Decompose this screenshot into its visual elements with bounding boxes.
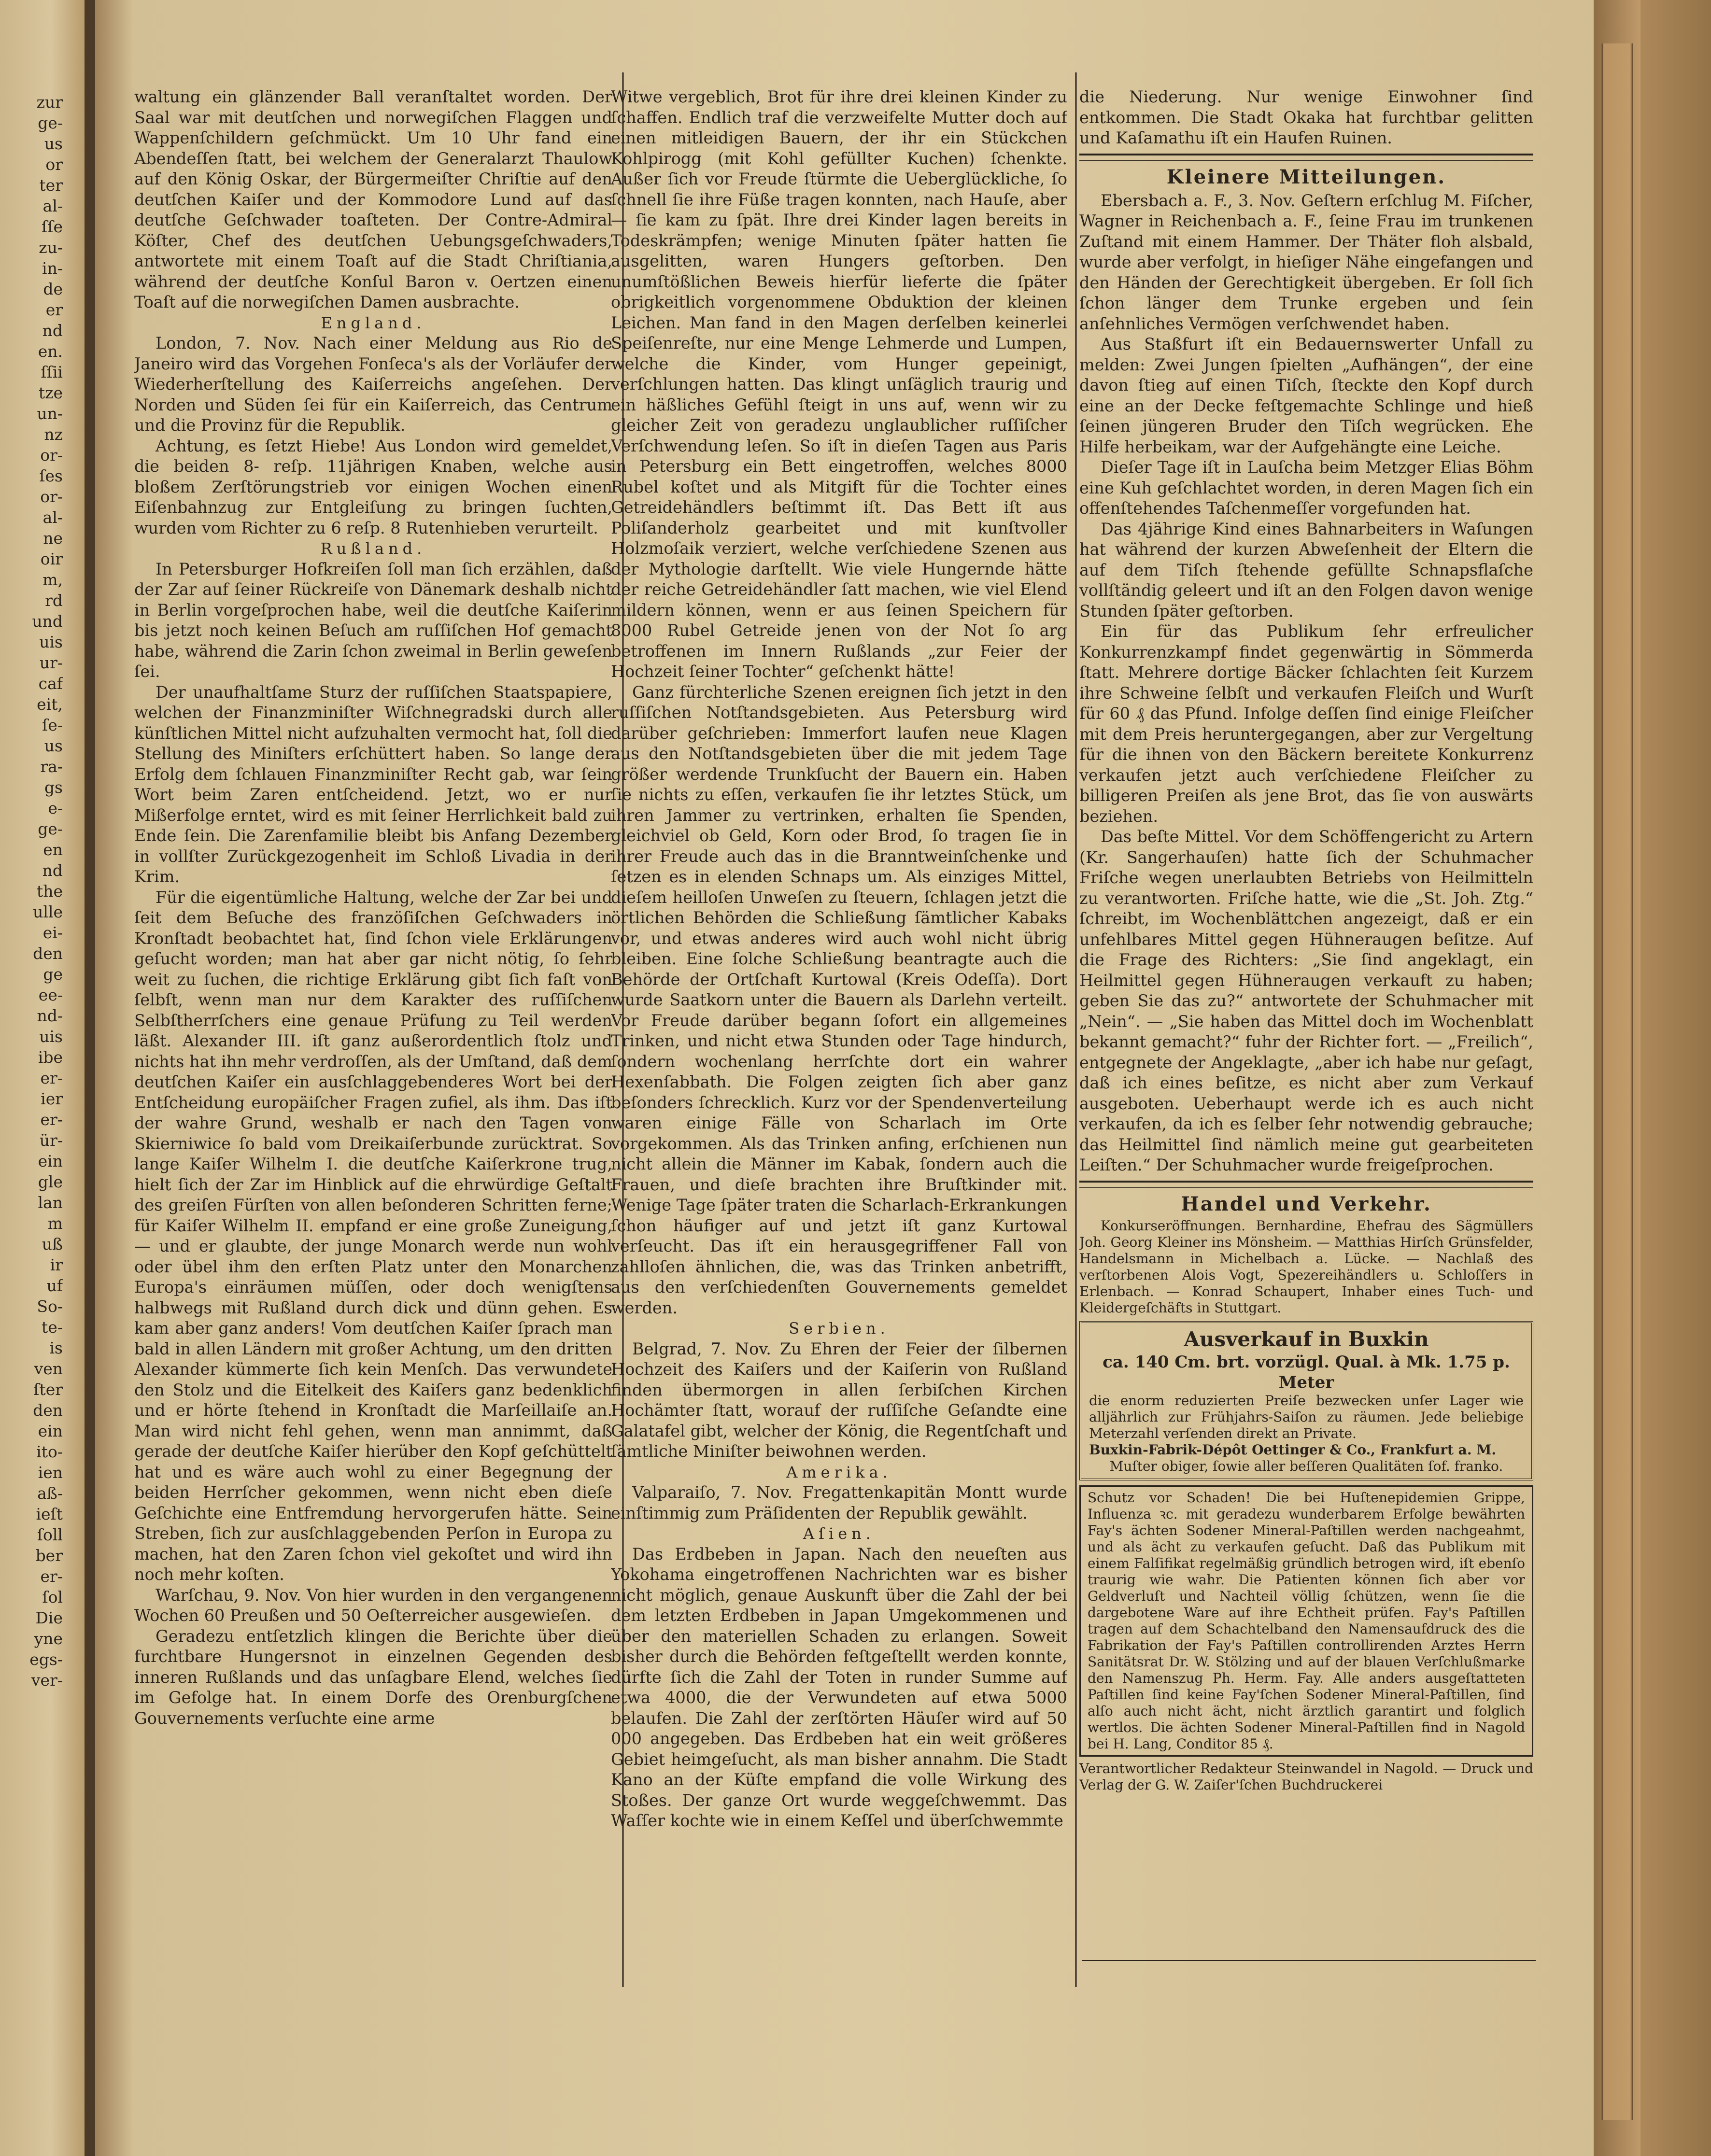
ad-price-line: ca. 140 Cm. brt. vorzügl. Qual. à Mk. 1.75 p. Meter <box>1103 1352 1510 1392</box>
edge-fragment: ge- <box>38 819 63 838</box>
article-paragraph: waltung ein glänzender Ball veranſtaltet worden. Der Saal war mit deutſchen und norwegiſchen Flaggen und Wappenſchildern geſchmückt. Um 10 Uhr fand ein Abendeſſen ſtatt, bei welchem der Generalarzt Thaulow auf den König Oskar, der Bürgermeiſter Chriſtie auf den deutſchen Kaiſer und der Kommodore Lund auf das deutſche Geſchwader toaſteten. Der Contre-Admiral Köſter, Chef des deutſchen Uebungsgeſchwaders, antwortete mit einem Toaſt auf die Stadt Chriſtiania, während der deutſche Konſul Baron v. Oertzen einen Toaſt auf die norwegiſchen Damen ausbrachte. <box>134 87 612 311</box>
edge-fragment: or- <box>40 446 63 465</box>
edge-fragment: uf <box>46 1276 63 1295</box>
edge-fragment: gle <box>38 1172 63 1191</box>
article-paragraph: Das Erdbeben in Japan. Nach den neueſten aus Yokohama eingetroffenen Nachrichten war es bisher nicht möglich, genaue Auskunft über die Zahl der bei dem letzten Erdbeben in Japan Umgekommenen und über den materiellen Schaden zu erlangen. Soweit bisher durch die Behörden feſtgeſtellt werden konnte, dürfte ſich die Zahl der Toten in runder Summe auf etwa 4000, die der Verwundeten auf etwa 5000 belaufen. Die Zahl der zerſtörten Häuſer wird auf 50 000 angegeben. Das Erdbeben hat ein weit größeres Gebiet heimgeſucht, als man bisher annahm. Die Stadt Kano an der Küſte empfand die volle Wirkung des Stoßes. Der ganze Ort wurde weggeſchwemmt. Das Waſſer kochte wie in einem Keſſel und überſchwemmte <box>611 1544 1067 1830</box>
edge-fragment: rd <box>45 591 63 610</box>
edge-fragment: Die <box>35 1608 63 1627</box>
edge-fragment: ber <box>35 1546 63 1565</box>
edge-fragment: ür- <box>39 1131 63 1150</box>
section-heading-amerika: Amerika. <box>786 1463 892 1481</box>
edge-fragment: ir <box>50 1255 63 1274</box>
edge-fragment: uß <box>42 1235 63 1254</box>
article-paragraph: Der unaufhaltſame Sturz der ruſſiſchen Staatspapiere, welchen der Finanzminiſter Wiſchnegradski durch alle künſtlichen Mittel nicht aufzuhalten vermocht hat, ſoll die Stellung des Miniſters erſchüttert haben. So lange der Erfolg dem ſchlauen Finanzminiſter Recht gab, war ſein Wort beim Zaren entſcheidend. Jetzt, wo er nur Mißerfolge erntet, wird es mit ſeiner Herrlichkeit bald zu Ende ſein. Die Zarenfamilie bleibt bis Anfang Dezember in vollſter Zurückgezogenheit im Schloß Livadia in der Krim. <box>134 682 612 886</box>
edge-fragment: eit, <box>37 695 63 714</box>
section-heading-kleinere-mitteilungen: Kleinere Mitteilungen. <box>1166 165 1446 188</box>
article-paragraph: Belgrad, 7. Nov. Zu Ehren der Feier der ſilbernen Hochzeit des Kaiſers und der Kaiſerin von Rußland finden übermorgen in allen ſerbiſchen Kirchen Hochämter ſtatt, worauf der ruſſiſche Geſandte eine Galatafel gibt, welcher der König, die Regentſchaft und ſämtliche Miniſter beiwohnen werden. <box>611 1339 1067 1461</box>
edge-fragment: ito- <box>36 1442 63 1461</box>
edge-fragment: ne <box>43 529 63 548</box>
article-paragraph: Witwe vergeblich, Brot für ihre drei kleinen Kinder zu ſchaffen. Endlich traf die verzweifelte Mutter doch auf einen mitleidigen Bauern, der ihr ein Stückchen Kohlpirogg (mit Kohl gefüllter Kuchen) ſchenkte. Außer ſich vor Freude ſtürmte die Ueberglückliche, ſo ſchnell ſie ihre Füße tragen konnten, nach Hauſe, aber — ſie kam zu ſpät. Ihre drei Kinder lagen bereits in Todeskrämpfen; wenige Minuten ſpäter hatten ſie ausgelitten, waren Hungers geſtorben. Den unumſtößlichen Beweis hierfür lieferte die ſpäter obrigkeitlich vorgenommene Obduktion der kleinen Leichen. Man fand in den Magen derſelben keinerlei Speiſenreſte, nur eine Menge Lehmerde und Lumpen, welche die Kinder, vom Hunger gepeinigt, verſchlungen hatten. Das klingt unſäglich traurig und ein häßliches Gefühl ſteigt in uns auf, wenn wir zu gleicher Zeit von geradezu unglaublicher ruſſiſcher Verſchwendung leſen. So iſt in dieſen Tagen aus Paris in Petersburg ein Bett eingetroffen, welches 8000 Rubel koſtet und als Mitgift für die Tochter eines Getreidehändlers beſtimmt iſt. Das Bett iſt aus Poliſanderholz gearbeitet und mit kunſtvoller Holzmoſaik verziert, welche verſchiedene Szenen aus der Mythologie darſtellt. Wie viele Hungernde hätte der reiche Getreidehändler ſatt machen, wie viel Elend mildern können, wenn er aus ſeinen Speichern für 8000 Rubel Getreide jenen von der Not ſo arg betroffenen im Innern Rußlands „zur Feier der Hochzeit ſeiner Tochter“ geſchenkt hätte! <box>611 87 1067 681</box>
edge-fragment: us <box>44 134 63 153</box>
article-paragraph: Ebersbach a. F., 3. Nov. Geſtern erſchlug M. Fiſcher, Wagner in Reichenbach a. F., ſeine Frau im trunkenen Zuſtand mit einem Hammer. Der Thäter floh alsbald, wurde aber verfolgt, in hieſiger Nähe eingefangen und den Händen der Gerechtigkeit übergeben. Er ſoll ſich ſchon länger dem Trunke ergeben und ſein anſehnliches Vermögen verſchwendet haben. <box>1079 191 1533 333</box>
edge-fragment: er- <box>40 1567 63 1586</box>
ad-footer: Muſter obiger, ſowie aller beſſeren Qualitäten ſof. franko. <box>1109 1458 1503 1474</box>
edge-fragment: uis <box>39 1027 63 1046</box>
edge-fragment: ein <box>38 1152 63 1170</box>
article-paragraph: Achtung, es ſetzt Hiebe! Aus London wird gemeldet, die beiden 8- reſp. 11jährigen Knaben, welche aus bloßem Zerſtörungstrieb vor einigen Wochen einen Eiſenbahnzug zur Entgleiſung zu bringen ſuchten, wurden vom Richter zu 6 reſp. 8 Rutenhieben verurteilt. <box>134 436 612 537</box>
edge-fragment: ieſt <box>36 1505 63 1523</box>
imprint: Verantwortlicher Redakteur Steinwandel in Nagold. — Druck und Verlag der G. W. Zaiſer'ſchen Buchdruckerei <box>1079 1760 1533 1793</box>
edge-fragment: in- <box>42 259 63 278</box>
edge-fragment: oir <box>40 550 63 568</box>
article-paragraph: Aus Staßfurt iſt ein Bedauernswerter Unfall zu melden: Zwei Jungen ſpielten „Aufhängen“, der eine davon ſtieg auf einen Tiſch, ſteckte den Kopf durch eine an der Decke feſtgemachte Schlinge und hieß ſeinen jüngeren Bruder den Tiſch wegrücken. Ehe Hilfe herbeikam, war der Aufgehängte eine Leiche. <box>1079 335 1533 456</box>
article-paragraph: London, 7. Nov. Nach einer Meldung aus Rio de Janeiro wird das Vorgehen Fonſeca's als der Vorläufer der Wiederherſtellung des Kaiſerreichs angeſehen. Der Norden und Süden ſei für ein Kaiſerreich, das Centrum und die Provinz für die Republik. <box>134 334 612 435</box>
edge-fragment: caf <box>38 674 63 693</box>
article-paragraph: Das 4jährige Kind eines Bahnarbeiters in Waſungen hat während der kurzen Abweſenheit der Eltern die auf dem Tiſch ſtehende gefüllte Schnapsflaſche vollſtändig geleert und iſt an den Folgen davon wenige Stunden ſpäter geſtorben. <box>1079 519 1533 620</box>
advertisement-pastillen <box>1079 1485 1533 1757</box>
edge-fragment: zu- <box>39 238 63 257</box>
edge-fragment: yne <box>34 1629 63 1648</box>
edge-fragment: ra- <box>40 757 63 776</box>
article-paragraph: Für die eigentümliche Haltung, welche der Zar bei und ſeit dem Beſuche des franzöſiſchen Geſchwaders in Kronſtadt beobachtet hat, ſind ſchon viele Erklärungen geſucht worden; man hat aber gar nicht nötig, ſo ſehr weit zu ſuchen, die richtige Erklärung gibt ſich faſt von ſelbſt, wenn man nur dem Karakter des ruſſiſchen Selbſtherrſchers eine genaue Prüfung zu Teil werden läßt. Alexander III. iſt ganz außerordentlich ſtolz und nichts hat ihn mehr verdroſſen, als der Umſtand, daß dem deutſchen Kaiſer ein ausſchlaggebenderes Wort bei der Entſcheidung europäiſcher Fragen zufiel, als ihm. Das iſt der wahre Grund, weshalb er nach den Tagen von Skierniwice ſo bald vom Dreikaiſerbunde zurücktrat. So lange Kaiſer Wilhelm I. die deutſche Kaiſerkrone trug, hielt ſich der Zar im Hinblick auf die ehrwürdige Geſtalt des greiſen Fürſten von allen beſonderen Schritten ferne; für Kaiſer Wilhelm II. empfand er eine große Zuneigung, — und er glaubte, der junge Monarch werde nun wohl oder übel ihm den erſten Platz unter den Monarchen Europa's einräumen müſſen, oder doch wenigſtens halbwegs mit Rußland durch dick und dünn gehen. Es kam aber ganz anders! Vom deutſchen Kaiſer ſprach man bald in allen Ländern mit großer Achtung, um den dritten Alexander kümmerte ſich kein Menſch. Das verwundete den Stolz und die Eitelkeit des Kaiſers ganz bedenklich und er hörte ſtehend in Kronſtadt die Marſeillaiſe an. Man wird nicht fehl gehen, wenn man annimmt, daß gerade der deutſche Kaiſer hierüber den Kopf geſchüttelt hat und es wäre auch wohl zu einer Begegnung der beiden Herrſcher gekommen, wenn nicht eben dieſe Geſchichte eine Entfremdung hervorgerufen hätte. Sein Streben, ſich zur ausſchlaggebenden Perſon in Europa zu machen, hat den Zaren ſchon viel gekoſtet und wird ihn noch mehr koſten. <box>134 888 612 1584</box>
edge-fragment: ſter <box>33 1380 63 1399</box>
edge-fragment: en. <box>38 342 63 361</box>
left-page-edge-text <box>0 92 63 2018</box>
ad-firm: Buxkin-Fabrik-Dépôt Oettinger & Co., Frankfurt a. M. <box>1089 1441 1497 1458</box>
edge-fragment: e- <box>48 799 63 817</box>
edge-fragment: de <box>43 280 63 298</box>
edge-fragment: ulle <box>33 902 63 921</box>
edge-fragment: ibe <box>38 1048 63 1067</box>
edge-fragment: ſe- <box>42 716 63 734</box>
edge-fragment: er- <box>40 1110 63 1129</box>
edge-fragment: zur <box>36 93 63 112</box>
edge-fragment: ei- <box>42 923 63 942</box>
edge-fragment: nd <box>42 321 63 340</box>
edge-fragment: ge <box>43 965 63 984</box>
edge-fragment: us <box>44 736 63 755</box>
section-heading-england: England. <box>321 313 426 332</box>
edge-fragment: ier <box>41 1089 63 1108</box>
edge-fragment: al- <box>42 508 63 527</box>
article-paragraph: Ein für das Publikum ſehr erfreulicher Konkurrenzkampf findet gegenwärtig in Sömmerda ſtatt. Mehrere dortige Bäcker ſchlachten ſeit Kurzem ihre Schweine ſelbſt und verkaufen Fleiſch und Wurſt für 60 ₰ das Pfund. Infolge deſſen ſind einige Fleiſcher mit dem Preis heruntergegangen, aber zur Vergeltung für die ihnen von den Bäckern bereitete Konkurrenz verkaufen jetzt auch verſchiedene Fleiſcher zu billigeren Preiſen als jene Brot, das ſie von auswärts beziehen. <box>1079 622 1533 826</box>
edge-fragment: gs <box>44 778 63 797</box>
edge-fragment: un- <box>37 404 63 423</box>
edge-fragment: ien <box>38 1463 63 1482</box>
article-paragraph: die Niederung. Nur wenige Einwohner ſind entkommen. Die Stadt Okaka hat furchtbar gelitten und Kaſamathu iſt ein Haufen Ruinen. <box>1079 87 1533 147</box>
article-paragraph: Warſchau, 9. Nov. Von hier wurden in den vergangenen Wochen 60 Preußen und 50 Oeſterreicher ausgewieſen. <box>134 1585 612 1625</box>
edge-fragment: ter <box>39 176 63 195</box>
edge-fragment: ſſe <box>42 217 63 236</box>
edge-fragment: ver- <box>31 1671 63 1690</box>
edge-fragment: or- <box>40 487 63 506</box>
edge-fragment: nz <box>44 425 63 444</box>
edge-fragment: nd- <box>37 1006 63 1025</box>
advertisement-buxkin <box>1079 1321 1533 1480</box>
edge-fragment: So- <box>37 1297 63 1316</box>
edge-fragment: ur- <box>39 653 63 672</box>
edge-fragment: er- <box>40 1069 63 1087</box>
column-2 <box>611 87 1067 1999</box>
edge-fragment: ſol <box>42 1588 63 1606</box>
section-heading-asien: Aſien. <box>803 1524 875 1543</box>
article-paragraph: Das beſte Mittel. Vor dem Schöffengericht zu Artern (Kr. Sangerhauſen) hatte ſich der Schuhmacher Friſche wegen unerlaubten Betriebs von Heilmitteln zu verantworten. Friſche hatte, wie die „St. Joh. Ztg.“ ſchreibt, im Wochenblättchen angezeigt, daß er ein unfehlbares Mittel gegen Hühneraugen beſitze. Auf die Frage des Richters: „Sie ſind angeklagt, ein Heilmittel gegen Hühneraugen verkauft zu haben; geben Sie das zu?“ antwortete der Schuhmacher mit „Nein“. — „Sie haben das Mittel doch im Wochenblatt bekannt gemacht?“ fuhr der Richter fort. — „Freilich“, entgegnete der Angeklagte, „aber ich habe nur geſagt, daß ich eines beſitze, es nicht aber zum Verkauf ausgeboten. Ueberhaupt werde ich es auch nicht verkaufen, da ich es ſelber ſehr notwendig gebrauche; das Heilmittel ſind nämlich meine gut gearbeiteten Leiſten.“ Der Schuhmacher wurde freigeſprochen. <box>1079 827 1533 1174</box>
ad-body: Schutz vor Schaden! Die bei Huſtenepidemien Grippe, Influenza ꝛc. mit geradezu wunderbarem Erfolge bewährten Fay's ächten Sodener Mineral-Paſtillen werden nachgeahmt, und als ächt zu verkaufen geſucht. Daß das Publikum mit einem Falſifikat regelmäßig gründlich betrogen wird, iſt ebenſo traurig wie wahr. Die Patienten können ſich aber vor Geldverluſt und Nachteil völlig ſchützen, wenn ſie die dargebotene Ware auf ihre Echtheit prüfen. Fay's Paſtillen tragen auf dem Schachtelband den Namensaufdruck des die Fabrikation der Fay's Paſtillen controllirenden Arztes Herrn Sanitätsrat Dr. W. Stölzing und auf der blauen Verſchlußmarke den Namenszug Ph. Herm. Fay. Alle anders ausgeſtatteten Paſtillen ſind keine Fay'ſchen Sodener Mineral-Paſtillen, ſind alſo auch nicht ächt, nicht ärztlich garantirt und folglich wertlos. Die ächten Sodener Mineral-Paſtillen find in Nagold bei H. Lang, Conditor 85 ₰. <box>1088 1489 1525 1752</box>
edge-fragment: ge- <box>38 113 63 132</box>
section-heading-serbien: Serbien. <box>789 1319 890 1338</box>
article-paragraph: In Petersburger Hofkreiſen ſoll man ſich erzählen, daß der Zar auf ſeiner Rückreiſe von Dänemark deshalb nicht in Berlin vorgeſprochen habe, weil die deutſche Kaiſerin bis jetzt noch keinen Beſuch am ruſſiſchen Hof gemacht habe, während die Zarin ſchon zweimal in Berlin geweſen ſei. <box>134 559 612 681</box>
edge-fragment: nd <box>42 861 63 880</box>
article-paragraph: Valparaiſo, 7. Nov. Fregattenkapitän Montt wurde einſtimmig zum Präſidenten der Republik gewählt. <box>611 1483 1067 1522</box>
section-heading-russland: Rußland. <box>320 539 426 558</box>
edge-fragment: te- <box>42 1318 63 1337</box>
ad-body: die enorm reduzierten Preiſe bezwecken unſer Lager wie alljährlich zur Frühjahrs-Saiſon zu räumen. Jede beliebige Meterzahl verſenden direkt an Private. <box>1089 1392 1524 1441</box>
section-rule <box>1079 154 1533 161</box>
edge-fragment: den <box>33 1401 63 1420</box>
edge-fragment: is <box>49 1339 63 1357</box>
edge-fragment: und <box>32 612 63 631</box>
edge-fragment: uis <box>39 633 63 651</box>
edge-fragment: den <box>33 944 63 963</box>
edge-fragment: ee- <box>38 986 63 1004</box>
article-paragraph: Geradezu entſetzlich klingen die Berichte über die furchtbare Hungersnot in einzelnen Gegenden des inneren Rußlands und das unſagbare Elend, welches ſie im Gefolge hat. In einem Dorfe des Orenburgſchen Gouvernements verſuchte eine arme <box>134 1626 612 1728</box>
edge-fragment: lan <box>38 1193 63 1212</box>
edge-fragment: the <box>36 882 63 901</box>
column-3 <box>1079 87 1533 1999</box>
ad-title: Ausverkauf in Buxkin <box>1184 1327 1429 1351</box>
article-paragraph: Dieſer Tage iſt in Lauſcha beim Metzger Elias Böhm eine Kuh geſchlachtet worden, in deren Magen ſich ein offenſtehendes Taſchenmeſſer vorgefunden hat. <box>1079 458 1533 518</box>
bankruptcy-notices: Konkurseröffnungen. Bernhardine, Ehefrau des Sägmüllers Joh. Georg Kleiner ins Mönsheim. — Matthias Hirſch Grünsfelder, Handelsmann in Michelbach a. Lücke. — Nachlaß des verſtorbenen Alois Vogt, Spezereihändlers u. Schloſſers in Erlenbach. — Konrad Schaupert, Inhaber eines Tuch- und Kleidergeſchäfts in Stuttgart. <box>1079 1217 1533 1316</box>
edge-fragment: ſoll <box>37 1525 63 1544</box>
edge-fragment: tze <box>38 383 63 402</box>
section-heading-handel-und-verkehr: Handel und Verkehr. <box>1181 1192 1432 1215</box>
edge-fragment: ſſii <box>41 363 63 381</box>
edge-fragment: ſes <box>39 466 63 485</box>
article-paragraph: Ganz fürchterliche Szenen ereignen ſich jetzt in den ruſſiſchen Notſtandsgebieten. Aus Petersburg wird darüber geſchrieben: Immerfort laufen neue Klagen aus den Notſtandsgebieten über die mit jedem Tage größer werdende Trunkſucht der Bauern ein. Haben ſie nichts zu eſſen, verkaufen ſie ihr letztes Stück, um ihren Jammer zu vertrinken, erhalten ſie Spenden, gleichviel ob Geld, Korn oder Brod, ſo tragen ſie in ihrer Freude auch das in die Branntweinſchenke und ſetzen es in elenden Schnaps um. Als einziges Mittel, dieſem heilloſen Unweſen zu ſteuern, ſchlagen jetzt die örtlichen Behörden die Schließung ſämtlicher Kabaks vor, und etwas anderes wird auch wohl nicht übrig bleiben. Eine ſolche Schließung beantragte auch die Behörde der Ortſchaft Kurtowal (Kreis Odeſſa). Dort wurde Saatkorn unter die Bauern als Darlehn verteilt. Vor Freude darüber begann ſofort ein allgemeines Trinken, und nicht etwa Stunden oder Tage hindurch, ſondern wochenlang herrſchte dort ein wahrer Hexenſabbath. Die Folgen zeigten ſich aber ganz beſonders ſchrecklich. Kurz vor der Spendenverteilung waren einige Fälle von Scharlach im Orte vorgekommen. Als das Trinken anfing, erſchienen nun nicht allein die Männer im Kabak, ſondern auch die Frauen, und dieſe brachten ihre Bruſtkinder mit. Wenige Tage ſpäter traten die Scharlach-Erkrankungen ſchon häufiger auf und jetzt iſt ganz Kurtowal verſeucht. Das iſt ein herausgegriffener Fall von zahlloſen ähnlichen, die, was das Trinken anbetrifft, aus den verſchiedenſten Gouvernements gemeldet werden. <box>611 682 1067 1317</box>
edge-fragment: er <box>45 300 63 319</box>
edge-fragment: m <box>47 1214 63 1233</box>
edge-fragment: ein <box>38 1422 63 1440</box>
edge-fragment: ven <box>34 1359 63 1378</box>
edge-fragment: m, <box>42 570 63 589</box>
section-rule <box>1079 1181 1533 1188</box>
edge-fragment: or <box>45 155 63 174</box>
edge-fragment: aß- <box>37 1484 63 1503</box>
edge-fragment: en <box>43 840 63 859</box>
edge-fragment: al- <box>42 197 63 215</box>
column-1 <box>134 87 612 1999</box>
edge-fragment: egs- <box>29 1650 63 1669</box>
